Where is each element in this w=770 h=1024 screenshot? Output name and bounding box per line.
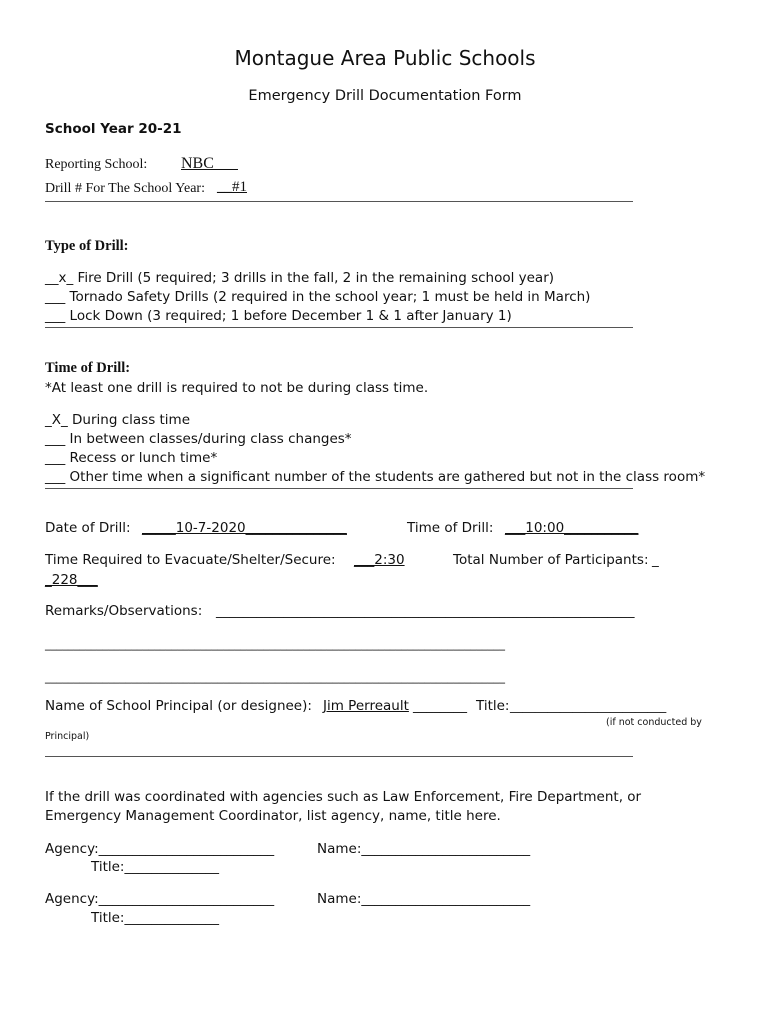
evacuate-label: Time Required to Evacuate/Shelter/Secure:: [45, 552, 336, 568]
remarks-line-2[interactable]: ________________________________________________________________________________: [45, 637, 505, 651]
drill-number-value[interactable]: __#1: [217, 179, 247, 195]
time-option-other[interactable]: ___ Other time when a significant number of the students are gathered but not in the class room*: [45, 469, 706, 485]
divider: [45, 488, 633, 489]
date-value[interactable]: _____10-7-2020_______________: [142, 520, 347, 536]
agencies-intro-line-2: Emergency Management Coordinator, list agency, name, title here.: [45, 808, 501, 824]
agencies-intro-line-1: If the drill was coordinated with agencies such as Law Enforcement, Fire Department, or: [45, 789, 642, 805]
time-of-drill-heading: Time of Drill:: [45, 360, 131, 376]
divider: [45, 327, 633, 328]
drill-number-label: Drill # For The School Year:: [45, 181, 205, 196]
principal-title-label: Title:: [476, 698, 510, 714]
agency-name-field[interactable]: Name:_________________________: [317, 841, 531, 857]
reporting-school-value[interactable]: NBC___: [181, 155, 238, 172]
evacuate-value[interactable]: ___2:30: [354, 552, 405, 568]
time-option-class[interactable]: _X_ During class time: [45, 412, 191, 428]
time-label: Time of Drill:: [407, 520, 494, 536]
agency-title-field[interactable]: Title:______________: [91, 859, 219, 875]
principal-name-line: ________: [413, 698, 467, 714]
agency-field[interactable]: Agency:__________________________: [45, 891, 275, 907]
time-option-between[interactable]: ___ In between classes/during class changes*: [45, 431, 352, 447]
time-option-recess[interactable]: ___ Recess or lunch time*: [45, 450, 218, 466]
participants-value-start[interactable]: _: [652, 552, 659, 568]
remarks-label: Remarks/Observations:: [45, 603, 203, 619]
remarks-line-3[interactable]: ________________________________________________________________________________: [45, 670, 505, 684]
divider: [45, 756, 633, 757]
principal-note: (if not conducted by: [606, 717, 702, 728]
drill-option-fire[interactable]: __x_ Fire Drill (5 required; 3 drills in the fall, 2 in the remaining school year): [45, 270, 555, 286]
type-of-drill-heading: Type of Drill:: [45, 238, 129, 254]
time-value[interactable]: ___10:00___________: [505, 520, 639, 536]
drill-option-lockdown[interactable]: ___ Lock Down (3 required; 1 before December 1 & 1 after January 1): [45, 308, 512, 324]
form-subtitle: Emergency Drill Documentation Form: [248, 88, 522, 104]
principal-label: Name of School Principal (or designee):: [45, 698, 312, 714]
drill-option-tornado[interactable]: ___ Tornado Safety Drills (2 required in the school year; 1 must be held in March): [45, 289, 591, 305]
reporting-school-label: Reporting School:: [45, 157, 148, 172]
date-label: Date of Drill:: [45, 520, 131, 536]
divider: [45, 201, 633, 202]
page-title: Montague Area Public Schools: [234, 46, 536, 70]
school-year: School Year 20-21: [45, 121, 182, 137]
agency-title-field[interactable]: Title:______________: [91, 910, 219, 926]
participants-value[interactable]: _228___: [45, 572, 98, 588]
time-of-drill-note: *At least one drill is required to not be during class time.: [45, 380, 429, 396]
principal-title-line[interactable]: _________________________: [510, 698, 667, 713]
principal-name[interactable]: Jim Perreault: [323, 698, 409, 714]
principal-note-cont: Principal): [45, 731, 90, 742]
remarks-line[interactable]: ______________________________________________________________: [216, 603, 635, 619]
agency-field[interactable]: Agency:__________________________: [45, 841, 275, 857]
participants-label: Total Number of Participants:: [453, 552, 649, 568]
agency-name-field[interactable]: Name:_________________________: [317, 891, 531, 907]
